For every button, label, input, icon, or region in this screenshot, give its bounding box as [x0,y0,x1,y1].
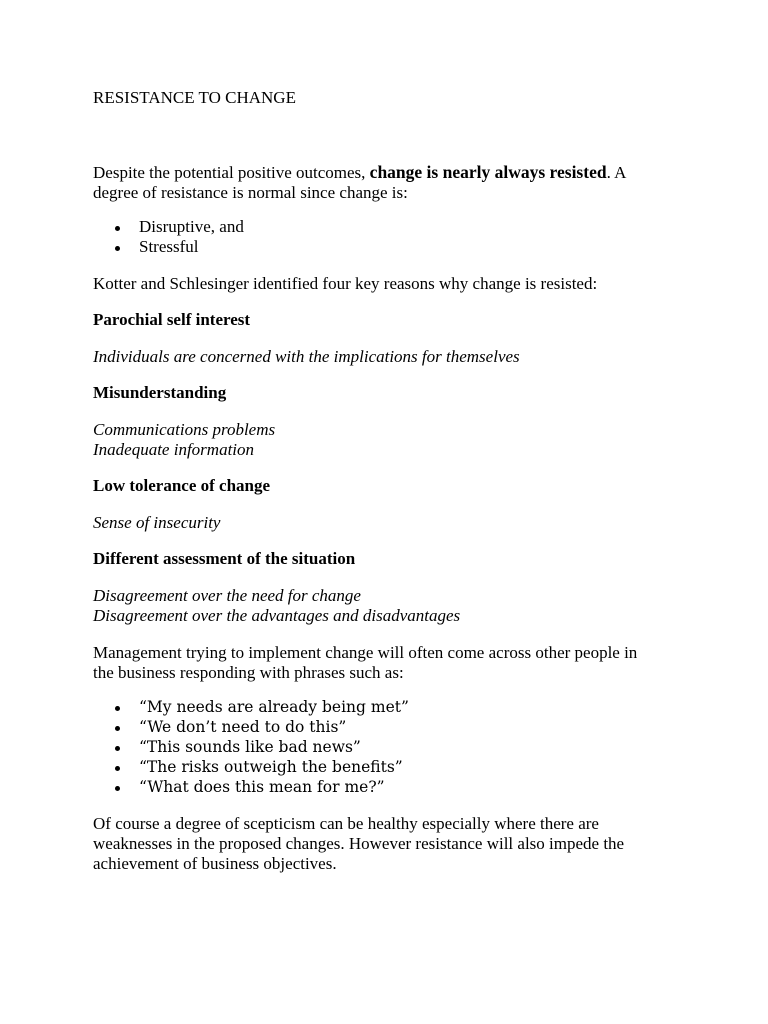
list-item-text: “The risks outweigh the benefits” [139,758,403,776]
list-item [93,717,693,737]
management-paragraph [93,643,693,683]
list-item-text: “We don’t need to do this” [139,718,347,736]
reason-details [93,347,693,367]
list-item [93,217,693,237]
reason-detail-line: Inadequate information [93,440,255,459]
reason-heading: Low tolerance of change [93,476,271,495]
list-item-text: “My needs are already being met” [139,698,409,716]
list-item [93,757,693,777]
intro-line-2: degree of resistance is normal since change is: [93,183,408,202]
list-item-text: “What does this mean for me?” [139,778,385,796]
reason-detail-line: Communications problems [93,420,276,439]
list-item-text: Disruptive, and [139,217,244,236]
reason-detail-line: Disagreement over the need for change [93,586,361,605]
list-item [93,737,693,757]
reason-details [93,420,693,460]
reason-heading: Parochial self interest [93,310,251,329]
bullet-icon [115,706,120,711]
bullet-icon [115,226,120,231]
paragraph-line: Management trying to implement change will often come across other people in [93,643,638,662]
paragraph-line: achievement of business objectives. [93,854,337,873]
page-title: RESISTANCE TO CHANGE [93,88,296,107]
intro-text-end: . A [606,163,627,182]
list-item-text: Stressful [139,237,199,256]
intro-emphasis: change is nearly always resisted [369,162,607,182]
bullet-icon [115,726,120,731]
paragraph-line: the business responding with phrases such as: [93,663,404,682]
reason-heading: Misunderstanding [93,383,227,402]
paragraph-line: weaknesses in the proposed changes. However resistance will also impede the [93,834,625,853]
reason-details [93,586,693,626]
intro-line-1 [93,162,693,183]
reason-detail-line: Disagreement over the advantages and disadvantages [93,606,461,625]
reason-details [93,513,693,533]
bullet-icon [115,766,120,771]
kotter-intro-paragraph: Kotter and Schlesinger identified four key reasons why change is resisted: [93,274,598,293]
reason-heading: Different assessment of the situation [93,549,356,568]
bullet-icon [115,746,120,751]
change-characteristics-list [93,217,693,257]
list-item [93,237,693,257]
closing-paragraph [93,814,693,874]
list-item [93,777,693,797]
intro-paragraph [93,162,693,203]
reason-detail-line: Sense of insecurity [93,513,221,532]
bullet-icon [115,246,120,251]
paragraph-line: Of course a degree of scepticism can be healthy especially where there are [93,814,599,833]
bullet-icon [115,786,120,791]
list-item [93,697,693,717]
resistance-phrases-list [93,697,693,797]
reason-detail-line: Individuals are concerned with the implications for themselves [93,347,520,366]
intro-text: Despite the potential positive outcomes, [93,163,370,182]
list-item-text: “This sounds like bad news” [139,738,361,756]
